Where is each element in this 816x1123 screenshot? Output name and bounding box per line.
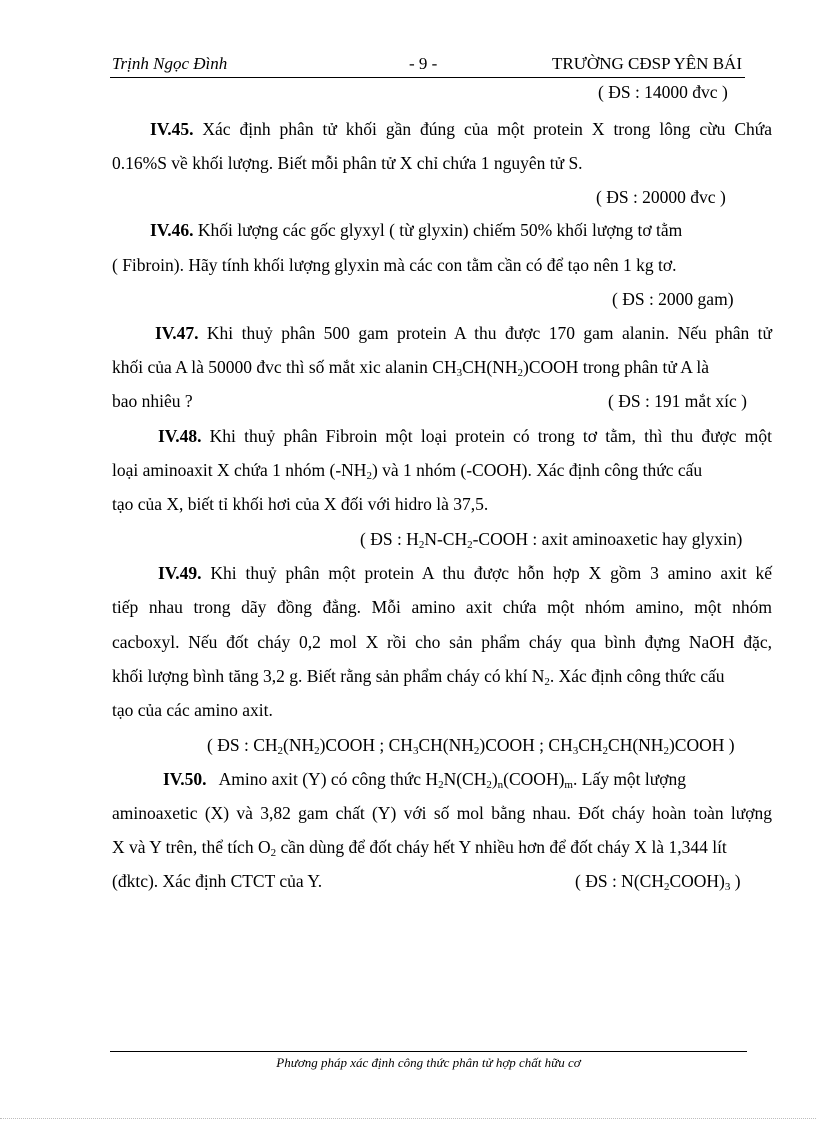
p50-line4: (đktc). Xác định CTCT của Y.	[112, 871, 323, 891]
p46-line2: ( Fibroin). Hãy tính khối lượng glyxin mà các con tằm cần có để tạo nên 1 kg tơ.	[112, 255, 677, 275]
p50-text3-post: cần dùng để đốt cháy hết Y nhiều hơn để đốt cháy X là 1,344 lít	[280, 837, 727, 857]
p47-text2-post: trong phân tử A là	[582, 357, 709, 377]
page-bottom-border	[0, 1118, 816, 1119]
p49-line5: tạo của các amino axit.	[112, 700, 273, 720]
p48-answer-post: : axit aminoaxetic hay glyxin)	[532, 529, 743, 549]
p49-line4: khối lượng bình tăng 3,2 g. Biết rằng sản phẩm cháy có khí $N_2$. Xác định công thức cấu	[112, 666, 725, 688]
footer-rule	[110, 1051, 747, 1052]
p50-line1: IV.50. Amino axit (Y) có công thức $H_2N(CH_2)_n(COOH)_m$. Lấy một lượng	[163, 769, 687, 791]
p49-line2: tiếp nhau trong dãy đồng đẳng. Mỗi amino axit chứa một nhóm amino, một nhóm	[112, 597, 772, 617]
header-page-number: - 9 -	[409, 54, 438, 73]
p48-line3: tạo của X, biết tỉ khối hơi của X đối với hidro là 37,5.	[112, 494, 489, 514]
p46-text1: Khối lượng các gốc glyxyl ( từ glyxin) chiếm 50% khối lượng tơ tằm	[197, 220, 683, 240]
p47-answer: ( ĐS : 191 mắt xíc )	[608, 391, 748, 411]
p47-label: IV.47.	[155, 323, 199, 343]
p48-line1	[158, 424, 772, 448]
page-header	[112, 54, 742, 76]
p50-text1-pre: Amino axit (Y) có công thức	[218, 769, 422, 789]
p46-label: IV.46.	[150, 220, 194, 240]
p49-text4-post: . Xác định công thức cấu	[549, 666, 725, 686]
p49-text4-pre: khối lượng bình tăng 3,2 g. Biết rằng sản phẩm cháy có khí N	[112, 666, 545, 686]
p49-answer-pre: ( ĐS :	[207, 735, 254, 755]
p46-answer: ( ĐS : 2000 gam)	[612, 289, 734, 309]
p50-line2: aminoaxetic (X) và 3,82 gam chất (Y) với số mol bằng nhau. Đốt cháy hoàn toàn lượng	[112, 803, 772, 823]
p48-text2-pre: loại aminoaxit X chứa 1 nhóm (-NH	[112, 460, 367, 480]
p49-text1: Khi thuỷ phân một protein A thu được hỗn hợp X gồm 3 amino axit kế	[210, 563, 773, 583]
p45-label: IV.45.	[150, 119, 194, 139]
p46-line1	[150, 218, 720, 242]
p45-answer: ( ĐS : 20000 đvc )	[596, 187, 726, 207]
page-footer: Phương pháp xác định công thức phân tử hợp chất hữu cơ	[276, 1055, 581, 1070]
p50-text3-pre: X và Y trên, thể tích O	[112, 837, 271, 857]
p50-text1-post: . Lấy một lượng	[572, 769, 687, 789]
prev-answer: ( ĐS : 14000 đvc )	[598, 82, 728, 102]
p47-line2	[112, 355, 772, 379]
p48-text1: Khi thuỷ phân Fibroin một loại protein có trong tơ tằm, thì thu được một	[209, 426, 772, 446]
p50-label: IV.50.	[163, 769, 207, 789]
p47-text2-pre: khối của A là 50000 đvc thì số mắt xic alanin	[112, 357, 428, 377]
p49-answer: ( ĐS : $CH_2(NH_2)COOH$ ; $CH_3CH(NH_2)COOH$ ; $CH_3CH_2CH(NH_2)COOH$ )	[207, 735, 735, 757]
p45-line2: 0.16%S về khối lượng. Biết mỗi phân tử X chỉ chứa 1 nguyên tử S.	[112, 153, 583, 173]
p48-answer-pre: ( ĐS : H	[360, 529, 419, 549]
p48-label: IV.48.	[158, 426, 202, 446]
p48-answer: ( ĐS : $H_2N-CH_2$-COOH : axit aminoaxetic hay glyxin)	[360, 529, 743, 551]
p50-line3: X và Y trên, thể tích $O_2$ cần dùng để đốt cháy hết Y nhiều hơn để đốt cháy X là 1,344 lít	[112, 837, 727, 859]
p49-line3: cacboxyl. Nếu đốt cháy 0,2 mol X rồi cho sản phẩm cháy qua bình đựng NaOH đặc,	[112, 632, 772, 652]
p49-line1	[158, 561, 772, 585]
p45-line1	[150, 117, 772, 141]
header-rule	[110, 77, 745, 78]
header-school: TRƯỜNG CĐSP YÊN BÁI	[552, 54, 742, 73]
p45-text1: Xác định phân tử khối gần đúng của một protein X trong lông cừu Chứa	[202, 119, 772, 139]
p50-answer: ( ĐS : $N(CH_2COOH)_3$ )	[575, 871, 741, 893]
formula-alanin: $CH_3CH(NH_2)COOH$	[432, 357, 579, 379]
p47-line3: bao nhiêu ?	[112, 391, 193, 411]
p49-answer-post: )	[728, 735, 735, 755]
p50-answer-post: )	[734, 871, 741, 891]
p47-line1	[155, 321, 772, 345]
p49-label: IV.49.	[158, 563, 202, 583]
p48-text2-post: ) và 1 nhóm (-COOH). Xác định công thức cấu	[371, 460, 703, 480]
p47-text1: Khi thuỷ phân 500 gam protein A thu được 170 gam alanin. Nếu phân tử	[206, 323, 773, 343]
p50-answer-pre: ( ĐS : N(CH	[575, 871, 664, 891]
header-author: Trịnh Ngọc Đình	[112, 54, 228, 73]
p48-line2: loại aminoaxit X chứa 1 nhóm $(-NH_2)$ và 1 nhóm (-COOH). Xác định công thức cấu	[112, 460, 703, 482]
